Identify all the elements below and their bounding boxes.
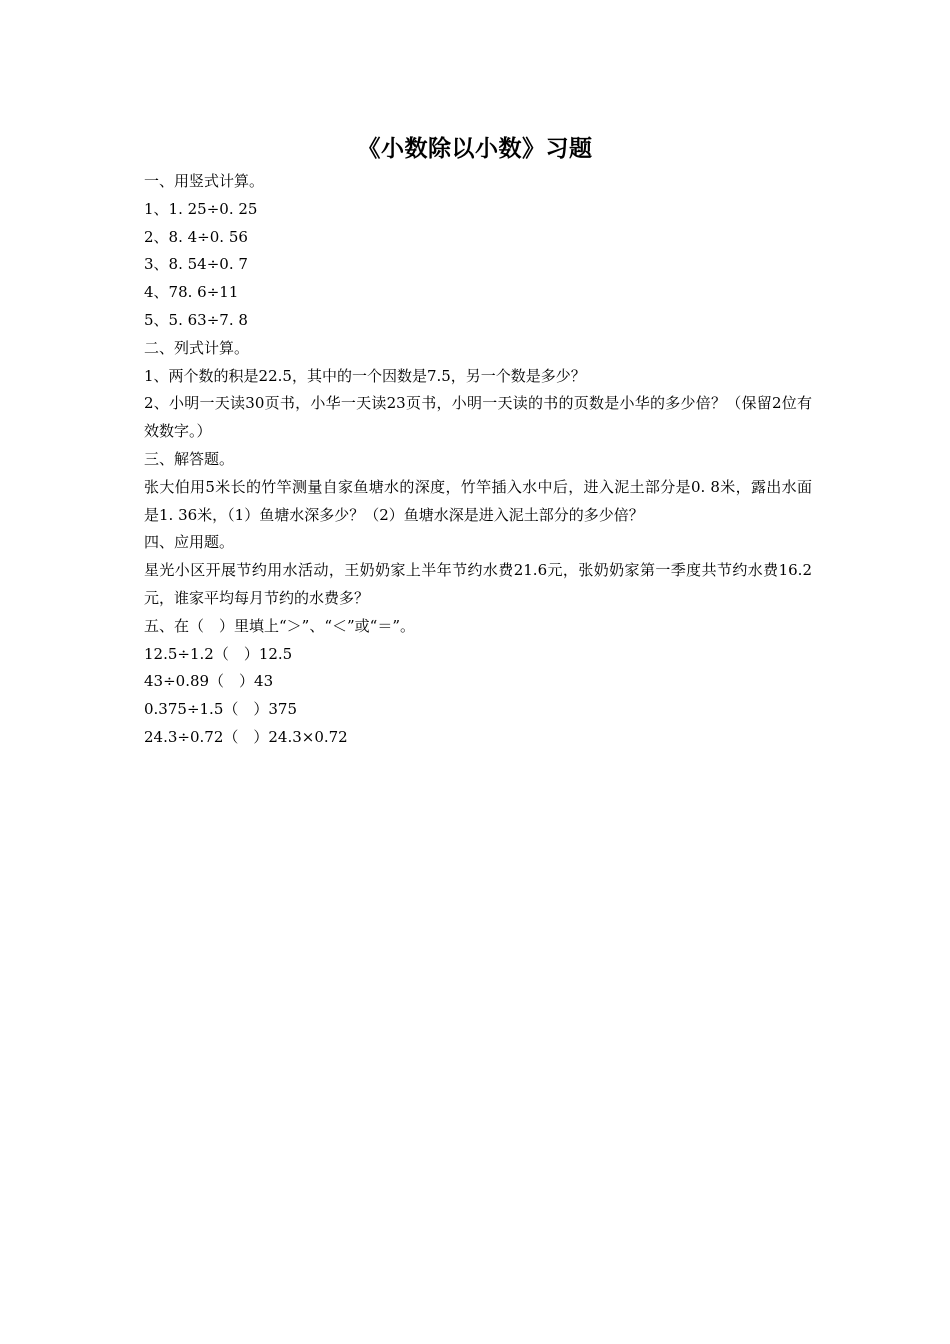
section-1-item-1: 1、1. 25÷0. 25 xyxy=(144,199,258,218)
section-2-item-2: 2、小明一天读30页书，小华一天读23页书，小明一天读的书的页数是小华的多少倍？（保留2位有效数字。） xyxy=(144,394,812,441)
section-4-heading: 四、应用题。 xyxy=(144,533,235,552)
section-1-item-4: 4、78. 6÷11 xyxy=(144,283,239,302)
section-1-item-2: 2、8. 4÷0. 56 xyxy=(144,227,248,246)
section-2-heading: 二、列式计算。 xyxy=(144,338,250,357)
section-4-text: 星光小区开展节约用水活动，王奶奶家上半年节约水费21.6元，张奶奶家第一季度共节约水费16.2元，谁家平均每月节约的水费多？ xyxy=(144,561,812,607)
section-3-heading: 三、解答题。 xyxy=(144,449,235,468)
section-5-item-3: 0.375÷1.5（ ）375 xyxy=(144,700,297,719)
section-1-heading: 一、用竖式计算。 xyxy=(144,172,265,190)
section-5-heading: 五、在（ ）里填上“＞”、“＜”或“＝”。 xyxy=(144,616,416,635)
section-3-text: 张大伯用5米长的竹竿测量自家鱼塘水的深度，竹竿插入水中后，进入泥土部分是0. 8米，露出水面是1. 36米，（1）鱼塘水深多少？（2）鱼塘水深是进入泥土部分的多少倍？ xyxy=(144,477,812,524)
section-5-item-2: 43÷0.89（ ）43 xyxy=(144,672,274,691)
section-5-item-1: 12.5÷1.2（ ）12.5 xyxy=(144,644,293,663)
section-1-item-5: 5、5. 63÷7. 8 xyxy=(144,310,248,329)
section-5-item-4: 24.3÷0.72（ ）24.3×0.72 xyxy=(144,727,348,746)
document-title: 《小数除以小数》习题 xyxy=(357,135,593,162)
document-body xyxy=(144,168,812,752)
section-1-item-3: 3、8. 54÷0. 7 xyxy=(144,255,248,274)
section-2-item-1: 1、两个数的积是22.5，其中的一个因数是7.5，另一个数是多少？ xyxy=(144,366,586,385)
